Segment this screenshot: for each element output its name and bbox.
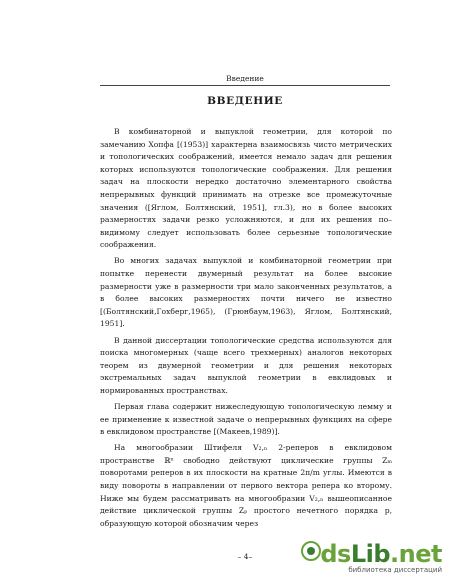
page-number: – 4–: [237, 552, 253, 561]
header-rule: [100, 85, 390, 86]
paragraph: В данной диссертации топологические средства используются для поиска многомерных (чаще всего трехмерных) аналогов некоторых теорем из двумерной геометрии и для решения некоторых экстремальных задач выпуклой геометрии в евклидовых и нормированных пространствах.: [100, 335, 392, 395]
watermark-subtitle: библиотека диссертаций: [348, 566, 442, 574]
paragraph: На многообразии Штифеля V₂,ₙ 2-реперов в евклидовом пространстве ℝⁿ свободно действуют циклические группы Zₘ поворотами реперов в их плоскости на кратные 2π/m углы. Имеются в виду повороты в направлении от первого вектора репера ко второму. Ниже мы будем рассматривать на многообразии V₂,ₙ вышеописанное действие циклической группы Zₚ простого нечетного порядка p, образующую которой обозначим через: [100, 443, 392, 528]
logo-lib: Lib: [350, 540, 391, 568]
paragraph: Во многих задачах выпуклой и комбинаторной геометрии при попытке перенести двумерный результат на более высокие размерности уже в размерности три мало законченных результатов, а в более высоких размерностях почти ничего не известно [(Болтянский,Гохберг,1965), (Грюнбаум,1963), Яглом, Болтянский, 1951].: [100, 256, 392, 329]
body-text: [100, 126, 392, 534]
dslib-watermark[interactable]: [282, 542, 442, 576]
paragraph: Первая глава содержит нижеследующую топологическую лемму и ее применение к известной задаче о непрерывных функциях на сфере в евклидовом пространстве [(Макеев,1989)].: [100, 401, 392, 437]
dslib-logo-icon: [300, 540, 322, 566]
running-head: Введение: [226, 74, 264, 83]
logo-net: .net: [390, 540, 442, 568]
paragraph: В комбинаторной и выпуклой геометрии, для которой по замечанию Хопфа [(1953)] характерна взаимосвязь чисто метрических и топологических соображений, имеется немало задач для решения которых используются топологические соображения. Для решения задач на плоскости нередко достаточно элементарного свойства непрерывных функций принимать на отрезке все промежуточные значения ([Яглом, Болтянский, 1951], гл.3), но в более высоких размерностях задачи резко усложняются, и для их решения по–видимому следует использовать более серьезные топологические соображения.: [100, 127, 392, 250]
logo-ds: ds: [320, 540, 351, 568]
dslib-logo: [320, 542, 442, 566]
section-title: ВВЕДЕНИЕ: [207, 95, 283, 107]
